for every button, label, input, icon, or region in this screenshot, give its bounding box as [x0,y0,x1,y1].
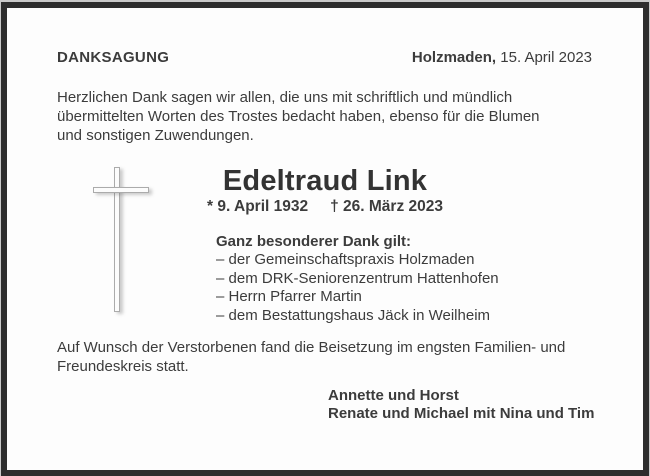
date-label: 15. April 2023 [496,49,592,66]
closing-paragraph [57,338,565,376]
thanks-item: – dem DRK-Seniorenzentrum Hattenhofen [216,269,499,287]
closing-line: Auf Wunsch der Verstorbenen fand die Beisetzung im engsten Familien- und [57,339,566,356]
intro-line: und sonstigen Zuwendungen. [57,127,254,144]
closing-line: Freundeskreis statt. [57,358,189,375]
thanks-heading: Ganz besonderer Dank gilt: [216,233,412,250]
intro-line: übermittelten Worten des Trostes bedacht haben, ebenso für die Blumen [57,108,540,125]
signature-line: Annette und Horst [328,387,459,404]
death-date: † 26. März 2023 [330,198,443,215]
notice-header [57,48,592,67]
deceased-block [110,165,540,217]
deceased-name: Edeltraud Link [222,165,428,197]
thanks-item: – der Gemeinschaftspraxis Holzmaden [216,251,475,268]
intro-line: Herzlichen Dank sagen wir allen, die uns mit schriftlich und mündlich [57,89,513,106]
obituary-notice-card [1,2,649,476]
place-label: Holzmaden, [411,49,497,66]
signature-line: Renate und Michael mit Nina und Tim [328,405,595,422]
birth-date: * 9. April 1932 [207,198,309,215]
place-and-date [412,48,592,67]
danksagung-title: DANKSAGUNG [57,49,170,66]
intro-paragraph [57,88,540,145]
family-signature [328,387,594,423]
life-dates [110,197,540,217]
thanks-item: – Herrn Pfarrer Martin [216,288,362,305]
thanks-item: – dem Bestattungshaus Jäck in Weilheim [216,306,491,324]
special-thanks-block [216,232,499,325]
